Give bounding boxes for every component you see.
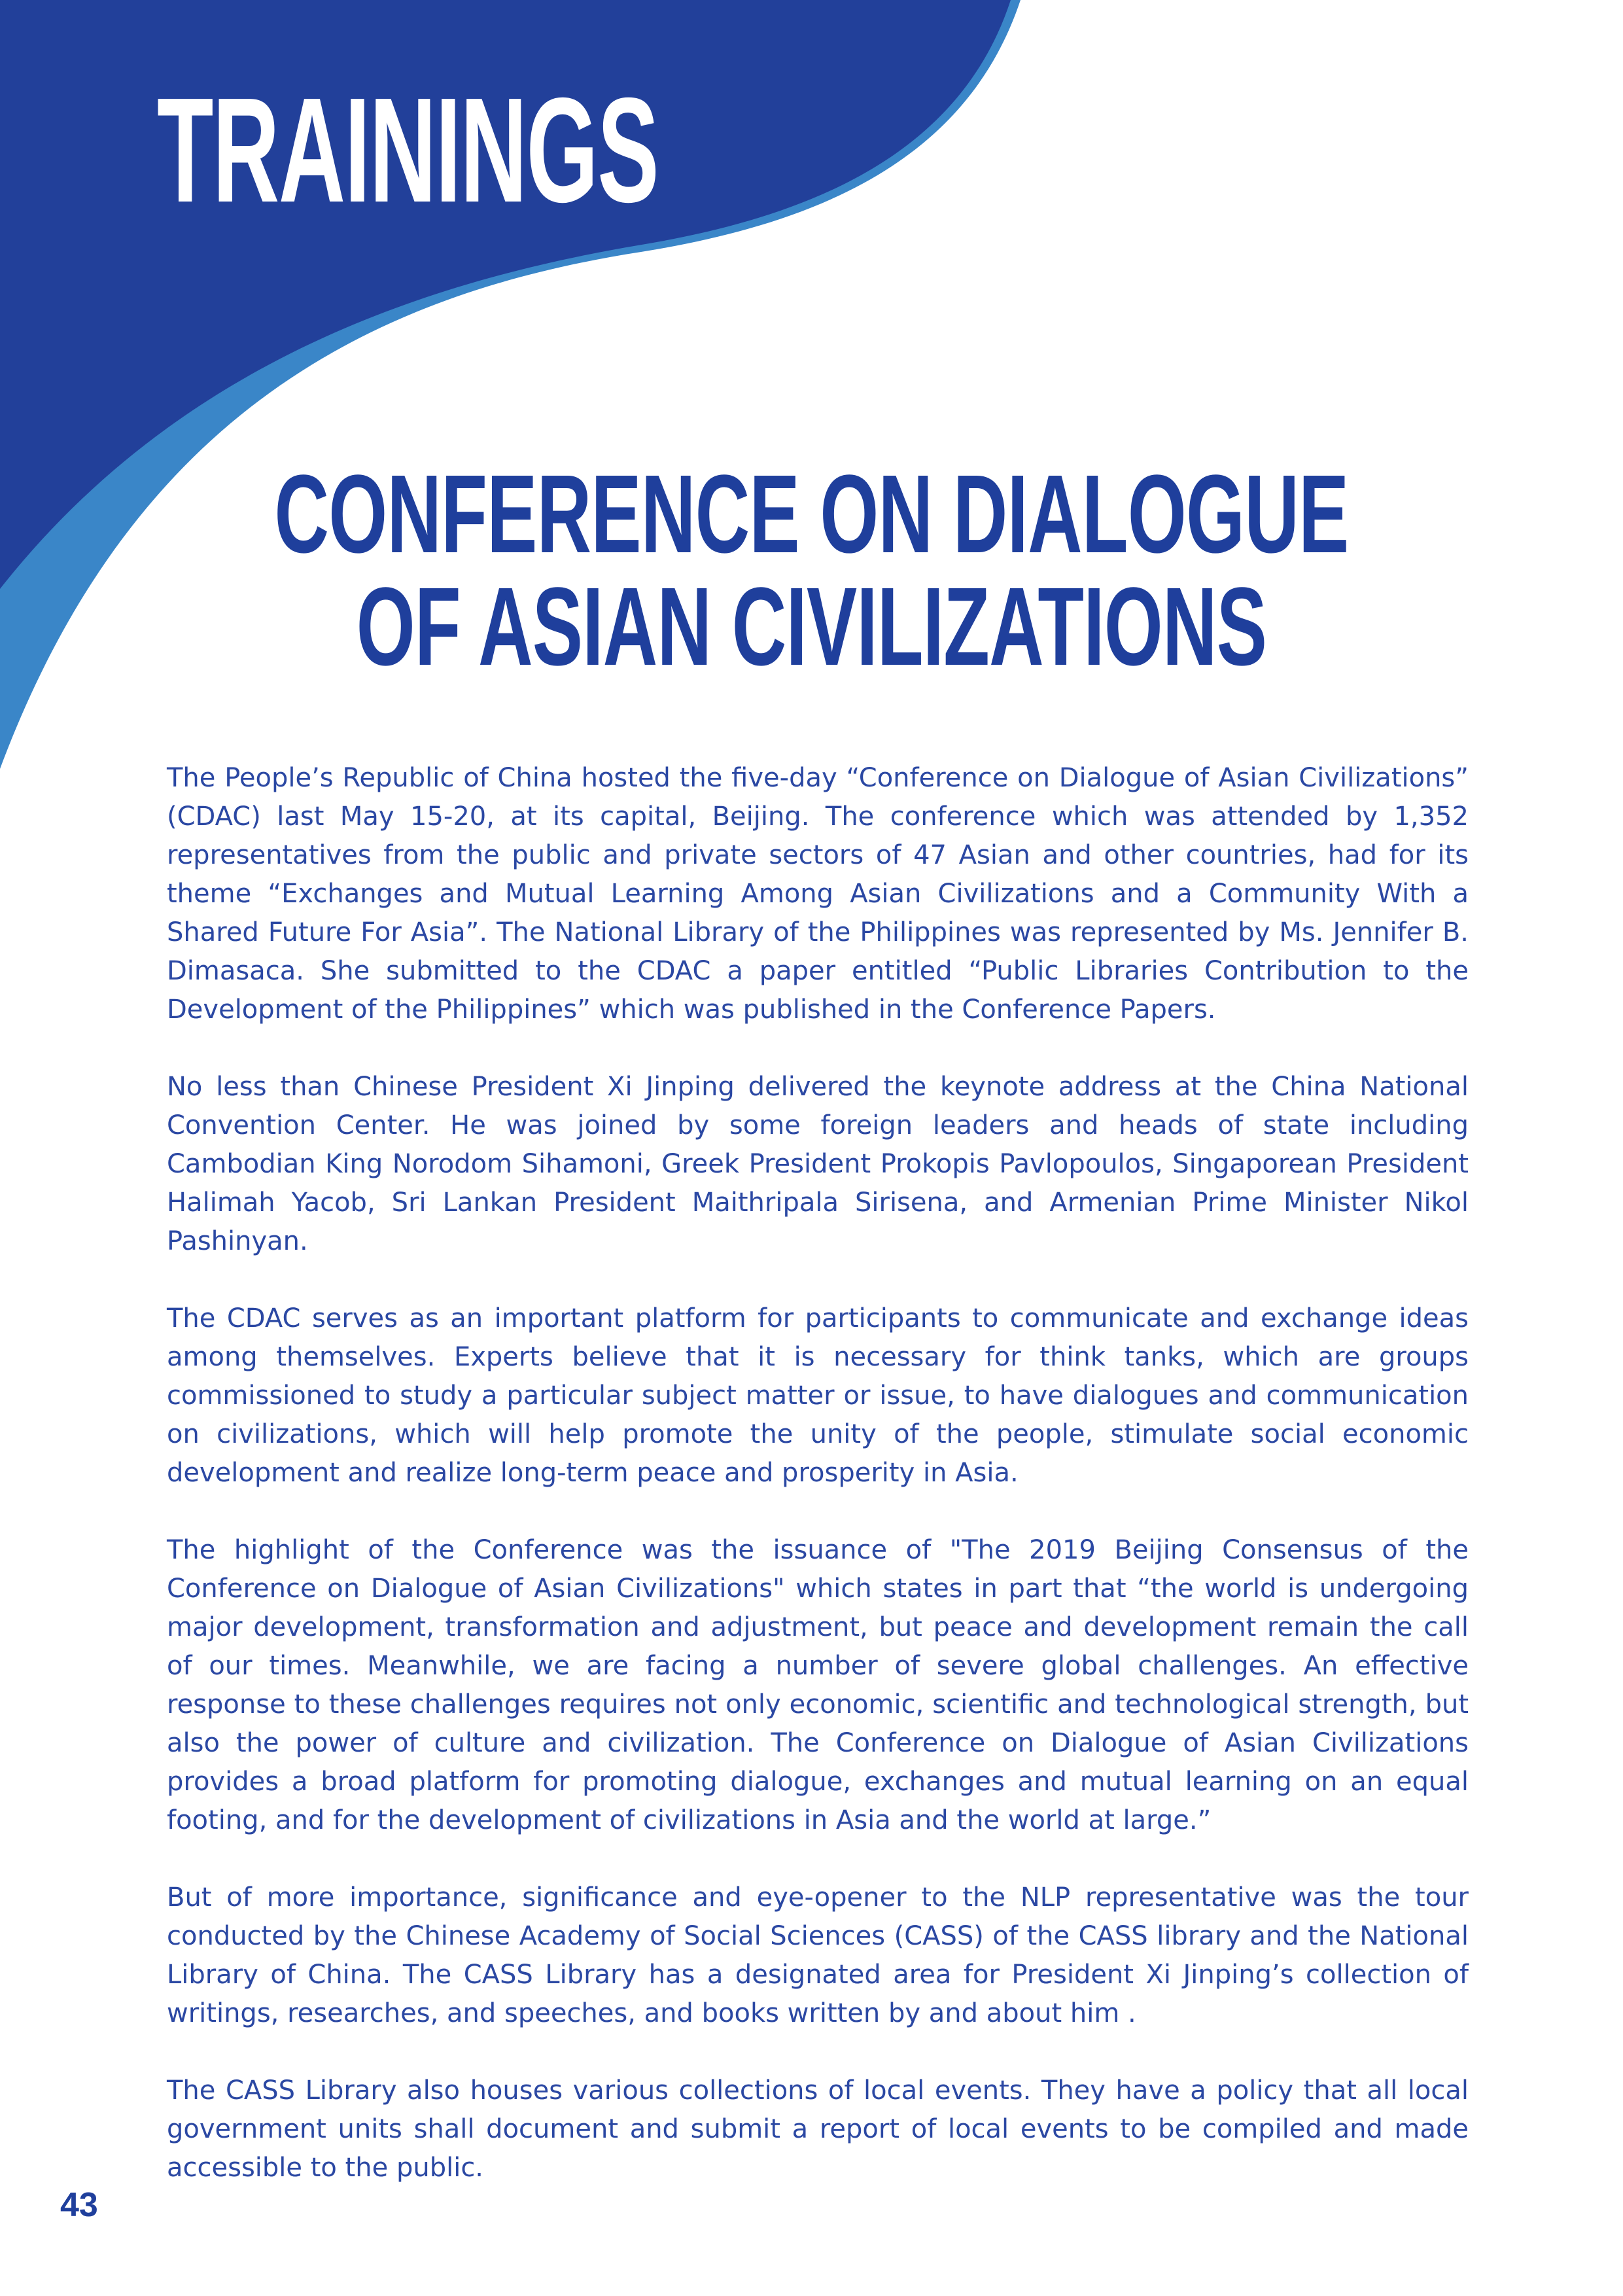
paragraph-5: But of more importance, significance and eye-opener to the NLP representative was the tour conducted by the Chinese Academy of Social Sciences (CASS) of the CASS library and the National Library of China. The CASS Library has a designated area for President Xi Jinping’s collection of writings, researches, and speeches, and books written by and about him .: [167, 1882, 1469, 2028]
heading-line-1: CONFERENCE ON DIALOGUE: [274, 452, 1349, 576]
paragraph-2: No less than Chinese President Xi Jinping delivered the keynote address at the China National Convention Center. He was joined by some foreign leaders and heads of state including Cambodian King Norodom Sihamoni, Greek President Prokopis Pavlopoulos, Singaporean President Halimah Yacob, Sri Lankan President Maithripala Sirisena, and Armenian Prime Minister Nikol Pashinyan.: [167, 1072, 1469, 1256]
article-body: [167, 759, 1469, 2226]
paragraph-1: The People’s Republic of China hosted the five-day “Conference on Dialogue of Asian Civilizations” (CDAC) last May 15-20, at its capital, Beijing. The conference which was attended by 1,352 representatives from the public and private sectors of 47 Asian and other countries, had for its theme “Exchanges and Mutual Learning Among Asian Civilizations and a Community With a Shared Future For Asia”. The National Library of the Philippines was represented by Ms. Jennifer B. Dimasaca. She submitted to the CDAC a paper entitled “Public Libraries Contribution to the Development of the Philippines” which was published in the Conference Papers.: [167, 763, 1469, 1025]
page-number: 43: [60, 2186, 98, 2224]
section-title: TRAININGS: [157, 67, 659, 234]
article-heading: [0, 452, 1623, 689]
paragraph-3: The CDAC serves as an important platform for participants to communicate and exchange ideas among themselves. Experts believe that it is necessary for think tanks, which are groups commissioned to study a particular subject matter or issue, to have dialogues and communication on civilizations, which will help promote the unity of the people, stimulate social economic development and realize long-term peace and prosperity in Asia.: [167, 1303, 1469, 1488]
paragraph-4: The highlight of the Conference was the issuance of "The 2019 Beijing Consensus of the Conference on Dialogue of Asian Civilizations" which states in part that “the world is undergoing major development, transformation and adjustment, but peace and development remain the call of our times. Meanwhile, we are facing a number of severe global challenges. An effective response to these challenges requires not only economic, scientific and technological strength, but also the power of culture and civilization. The Conference on Dialogue of Asian Civilizations provides a broad platform for promoting dialogue, exchanges and mutual learning on an equal footing, and for the development of civilizations in Asia and the world at large.”: [167, 1535, 1469, 1835]
paragraph-6: The CASS Library also houses various collections of local events. They have a policy that all local government units shall document and submit a report of local events to be compiled and made accessible to the public.: [167, 2075, 1469, 2183]
heading-line-2: OF ASIAN CIVILIZATIONS: [356, 565, 1267, 689]
